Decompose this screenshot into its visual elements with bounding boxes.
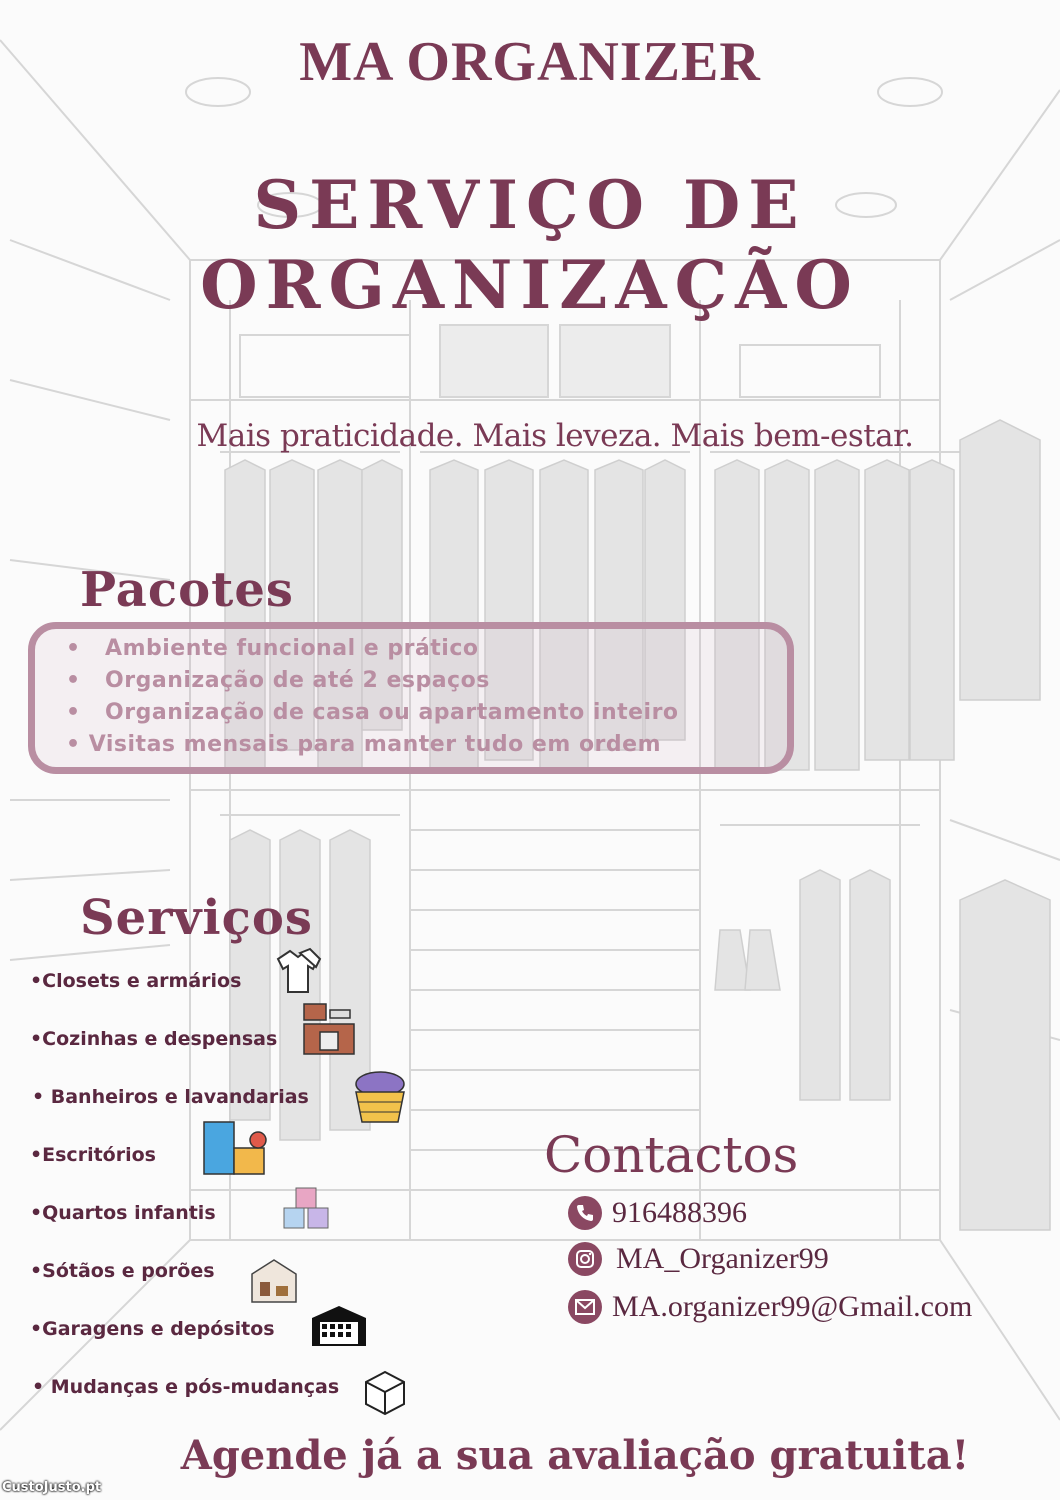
- package-item-label: Organização de até 2 espaços: [105, 668, 490, 693]
- package-item-label: Visitas mensais para manter tudo em ordem: [88, 732, 661, 757]
- service-item: •Escritórios: [30, 1144, 156, 1166]
- toy-blocks-icon: [280, 1184, 336, 1232]
- phone-icon: [568, 1196, 602, 1230]
- contact-email[interactable]: [568, 1290, 972, 1324]
- attic-icon: [250, 1256, 298, 1304]
- email-address[interactable]: MA.organizer99@Gmail.com: [612, 1290, 973, 1323]
- service-item: •Sótãos e porões: [30, 1260, 215, 1282]
- phone-number[interactable]: 916488396: [612, 1196, 747, 1229]
- contacts-heading: Contactos: [544, 1126, 799, 1184]
- brand-name: MA ORGANIZER: [299, 31, 761, 93]
- contact-instagram[interactable]: [568, 1242, 829, 1276]
- office-building-icon: [200, 1118, 270, 1178]
- service-item: • Banheiros e lavandarias: [32, 1086, 309, 1108]
- shirts-icon: [270, 945, 326, 1001]
- instagram-handle[interactable]: MA_Organizer99: [616, 1242, 829, 1275]
- package-item: • Visitas mensais para manter tudo em ordem: [66, 732, 661, 757]
- instagram-icon: [568, 1242, 602, 1276]
- moving-box-icon: [362, 1368, 408, 1418]
- garage-icon: [310, 1304, 368, 1348]
- tagline: Mais praticidade. Mais leveza. Mais bem-estar.: [196, 418, 914, 454]
- service-item: •Quartos infantis: [30, 1202, 216, 1224]
- packages-heading: Pacotes: [80, 562, 294, 618]
- services-heading: Serviços: [80, 890, 313, 946]
- contact-phone[interactable]: [568, 1196, 747, 1230]
- package-item: • Organização de até 2 espaços: [66, 668, 490, 693]
- watermark-logo: CustoJusto.pt: [2, 1480, 102, 1495]
- package-item-label: Organização de casa ou apartamento inteiro: [105, 700, 679, 725]
- package-item: • Ambiente funcional e prático: [66, 636, 479, 661]
- call-to-action: Agende já a sua avaliação gratuita!: [180, 1432, 970, 1479]
- kitchen-icon: [300, 1000, 358, 1058]
- service-item: •Cozinhas e despensas: [30, 1028, 278, 1050]
- email-icon: [568, 1290, 602, 1324]
- package-item-label: Ambiente funcional e prático: [105, 636, 479, 661]
- service-item: •Closets e armários: [30, 970, 242, 992]
- laundry-basket-icon: [350, 1066, 410, 1128]
- service-item: • Mudanças e pós-mudanças: [32, 1376, 340, 1398]
- headline-line-1: SERVIÇO DE: [253, 166, 807, 244]
- headline-line-2: ORGANIZAÇÃO: [200, 246, 860, 324]
- package-item: • Organização de casa ou apartamento inteiro: [66, 700, 679, 725]
- service-item: •Garagens e depósitos: [30, 1318, 275, 1340]
